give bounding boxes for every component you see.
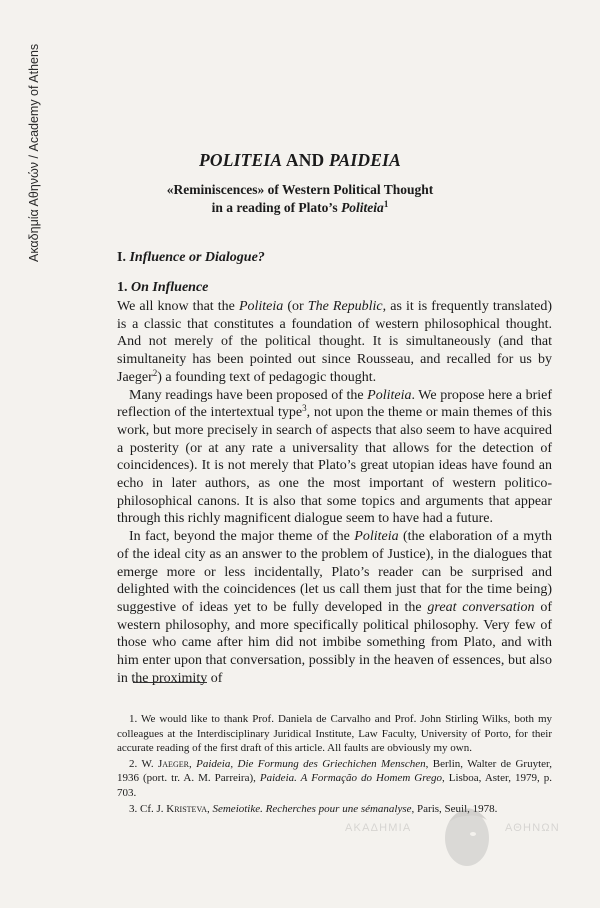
title-part2: PAIDEIA (328, 150, 402, 170)
paragraph-3 (117, 528, 552, 687)
fn3-author: Kristeva (166, 802, 207, 815)
subsection-title: On Influence (131, 280, 209, 295)
p2-text-d: , not upon the theme or main themes of this work, but more precisely in search of aspects that also seem to have acquired a posterity (or at any rate a universality that allows for the detection of coincidences). It is not merely that Plato’s great utopian ideas have found an echo in later authors, as one the most important of western politico-philosophical canons. It is also that some topics and arguments that appear through this richly magnificent dialogue seem to have had a future. (117, 405, 552, 527)
subsection-number: 1. (117, 280, 131, 295)
paragraph-1 (117, 298, 552, 387)
footnote-ref-2: 2 (152, 367, 158, 378)
fn2-sep: , (188, 757, 197, 770)
subsection-heading (117, 280, 208, 296)
subtitle-line2-prefix: in a reading of Plato’s (211, 200, 342, 215)
body-text (117, 298, 552, 687)
fn3-title: Semeiotike. Recherches pour une sémanalyse (212, 802, 412, 815)
watermark-right-word: ΑΘΗΝΩΝ (505, 822, 560, 834)
p2-text-a: Many readings have been proposed of the (129, 387, 368, 403)
p1-text-e: , as it is frequently translated) is a classic that constitutes a foundation of western philosophical thought. And not merely of the political thought. It is simultaneously (and that simultaneity has been pointed out since Rousseau, and recalled for us by Jaeger (117, 299, 552, 385)
section-heading (117, 250, 265, 266)
article-subtitle (0, 181, 600, 217)
academy-side-label: Ακαδημία Αθηνών / Academy of Athens (27, 43, 41, 262)
p3-italic-d: great conversation (427, 599, 535, 615)
p3-italic-b: Politeia (354, 529, 399, 545)
fn2-author: Jaeger (158, 757, 189, 770)
fn2-mid: , Berlin, Walter de Gruyter, 1936 (port. tr. A. M. Parreira), (117, 757, 552, 785)
fn2-title2: Paideia. A Formação do Homem Grego (259, 772, 442, 785)
fn2-end: , Lisboa, Aster, 1979, p. 703. (117, 772, 552, 799)
watermark-left-word: ΑΚΑΔΗΜΙΑ (345, 822, 412, 834)
academy-watermark-stamp (345, 800, 575, 880)
fn3-num: 3. Cf. J. (129, 802, 167, 815)
subtitle-line2-italic: Politeia (341, 200, 384, 215)
fn3-sep: , (206, 802, 213, 815)
footnote-1: 1. We would like to thank Prof. Daniela de Carvalho and Prof. John Stirling Wilks, both my colleagues at the Interdisciplinary Juridical Institute, Law Faculty, University of Porto, for their accurate reading of the first draft of this article. All faults are obviously my own. (117, 713, 552, 755)
fn2-num: 2. W. (129, 757, 158, 770)
p3-text-e: of western philosophy, and more specifically political philosophy. Very few of those who came after him did not imbibe something from Plato, and with him enter upon that conversation, possibly in the heaven of essences, but also in the proximity of (117, 599, 552, 686)
article-title (0, 150, 600, 171)
paragraph-2 (117, 387, 552, 529)
fn2-title: Paideia, Die Formung des Griechichen Menschen (196, 757, 426, 770)
p1-text-c: (or (283, 299, 308, 314)
subtitle-line2 (0, 199, 600, 217)
p3-text-a: In fact, beyond the major theme of the (129, 529, 355, 545)
footnote-ref-1: 1 (383, 199, 389, 209)
title-and: AND (282, 150, 329, 170)
p1-text-a: We all know that the (117, 299, 239, 314)
p2-italic-b: Politeia (367, 387, 412, 403)
footnote-ref-3: 3 (302, 403, 307, 414)
p1-text-f: ) a founding text of pedagogic thought. (157, 369, 377, 385)
p1-italic-d: The Republic (307, 299, 383, 314)
footnote-separator (133, 682, 207, 683)
section-number: I. (117, 250, 130, 265)
p2-text-c: . We propose here a brief reflection of the intertextual type (117, 387, 553, 421)
athena-head-icon (437, 800, 497, 872)
section-title: Influence or Dialogue? (129, 250, 265, 265)
p3-text-c: (the elaboration of a myth of the ideal city as an answer to the problem of Justice), in the dialogues that emerge more or less incidentally, Plato’s reader can be surprised and delighted with the coincidences (let us call them just that for the time being) suggestive of ideas yet to be fully developed in the (117, 529, 552, 615)
subtitle-line1: «Reminiscences» of Western Political Thought (166, 182, 434, 197)
title-part1: POLITEIA (198, 150, 283, 170)
p1-italic-b: Politeia (238, 299, 284, 314)
footnote-2 (117, 757, 552, 801)
side-watermark (27, 43, 47, 492)
fn3-end: , Paris, Seuil, 1978. (411, 802, 498, 815)
